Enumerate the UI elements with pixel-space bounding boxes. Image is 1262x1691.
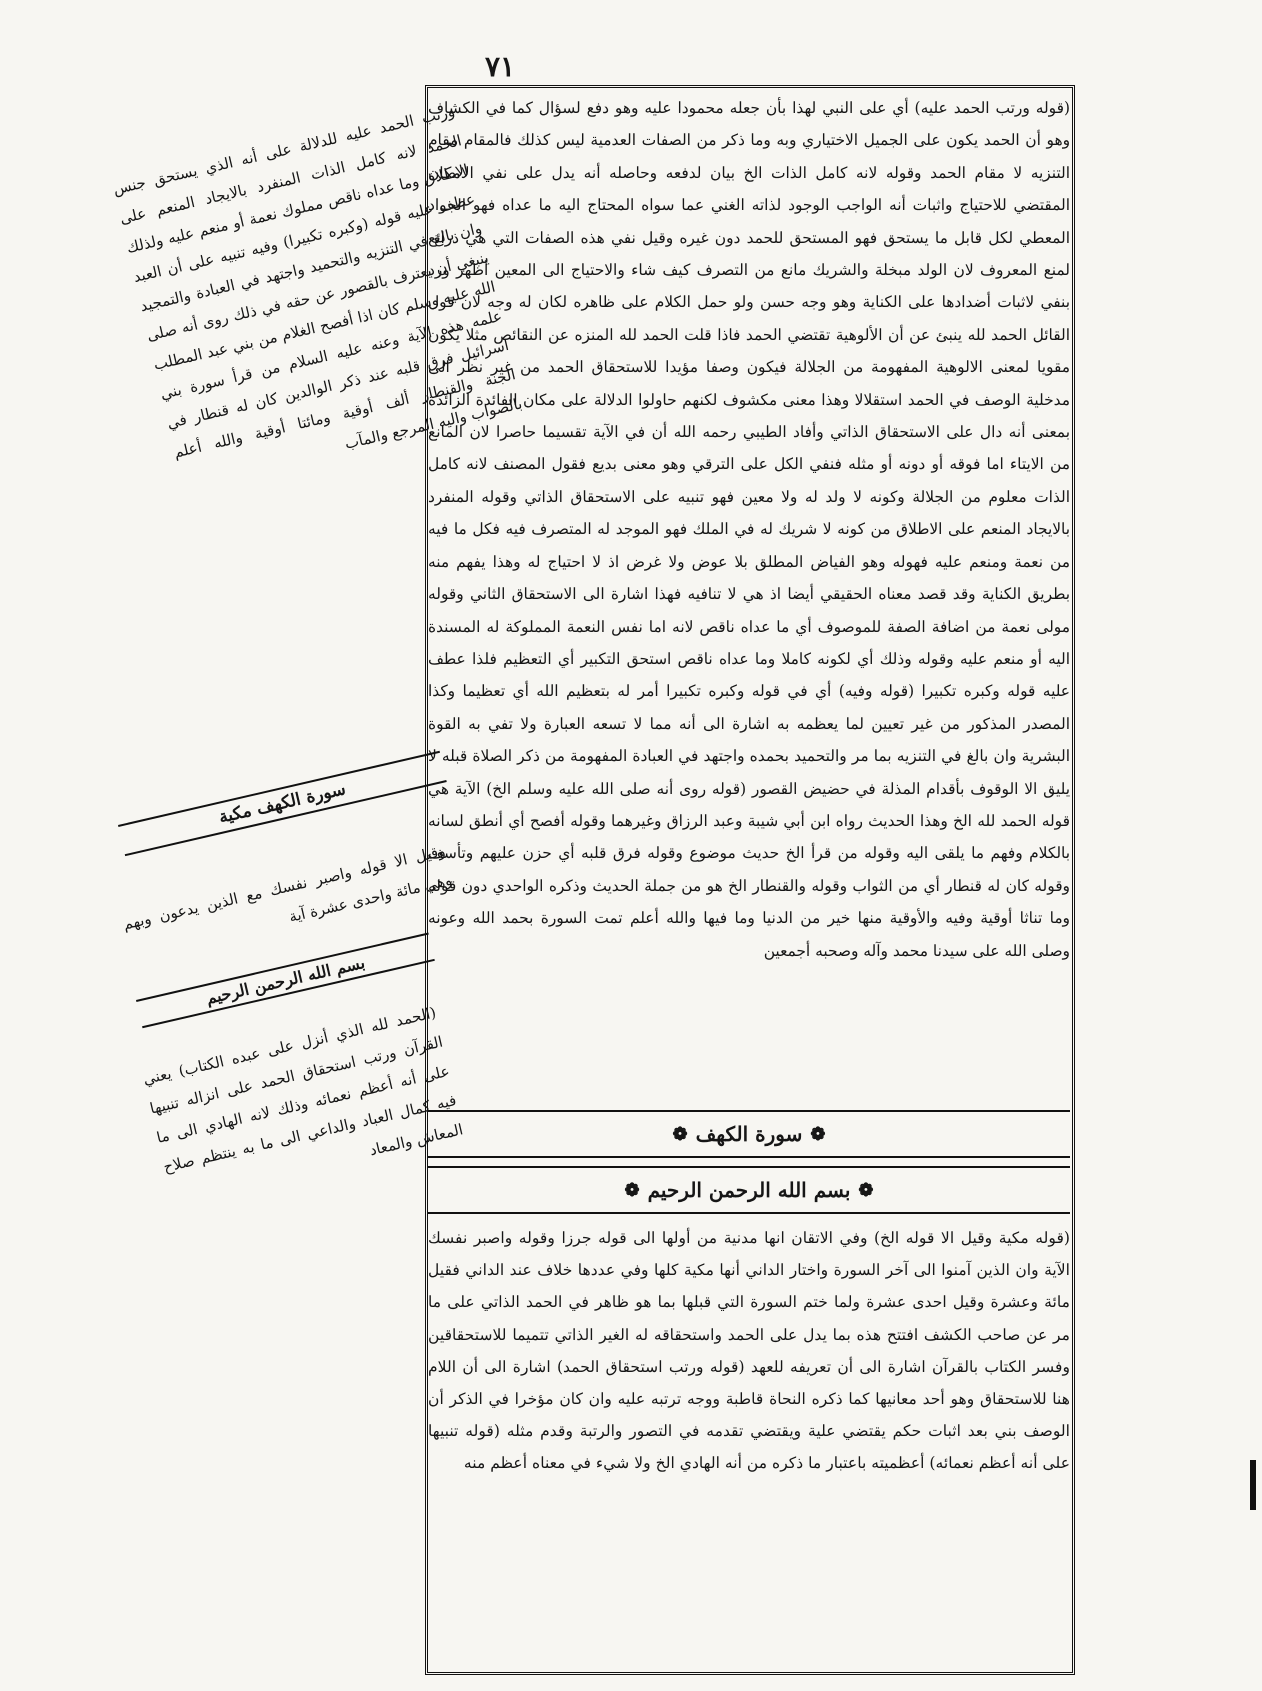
margin-basmala-title: بسم الله الرحمن الرحيم (136, 933, 435, 1029)
main-commentary-text (428, 92, 1070, 1107)
surah-title: سورة الكهف (695, 1122, 803, 1146)
surah-title-box (428, 1110, 1070, 1158)
page-number: ٧١ (484, 50, 516, 83)
ornament-icon: ❁ (672, 1123, 688, 1145)
marginal-notes (40, 102, 524, 1240)
ornament-icon: ❁ (810, 1123, 826, 1145)
main-paragraph: (قوله ورتب الحمد عليه) أي على النبي لهذا بأن جعله محمودا عليه وهو دفع لسؤال كما في الكشاف وهو أن الحمد يكون على الجميل الاختياري وبه وما ذكر من الصفات العدمية ليس كذلك فالمقام مقام التنزيه لا مقام الحمد وقوله لانه كامل الذات الخ بيان لدفعه وحاصله أنه يدل على نفي الامكان المقتضي للاحتياج واثبات أنه الواجب الوجود لذاته الغني عما سواه المحتاج اليه ما عداه فهو الجواد المعطي لكل قابل ما يستحق فهو المستحق للحمد دون غيره وقيل نفي هذه الصفات التي هي ذرائع لمنع المعروف لان الولد مبخلة والشريك مانع من التصرف كيف شاء والاحتياج الى المعين أظهر ورد بنفي لاثبات أضدادها على الكناية وهو وجه حسن ولو حمل الكلام على ظاهره لكان له وجه لان قول القائل الحمد لله ينبئ عن أن الألوهية تقتضي الحمد فاذا قلت الحمد لله المنزه عن النقائص مثلا يكون مقويا لمعنى الالوهية المفهومة من الجلالة فيكون وصفا مؤيدا للاستحقاق الحمد من غير نظر الى مدخلية الوصف في الحمد استقلالا وهذا معنى مكشوف لكنهم حاولوا الدلالة على مكان الفائدة الزائدة بمعنى أنه دال على الاستحقاق الذاتي وأفاد الطيبي رحمه الله أن في الآية تقسيما حاصرا لان المانع من الايتاء اما فوقه أو دونه أو مثله فنفي الكل على الترقي وهو معنى بديع فقول المصنف لانه كامل الذات معلوم من الجلالة وكونه لا ولد له ولا معين فهو تنبيه على الاستحقاق الذاتي وقوله المنفرد بالايجاد المنعم على الاطلاق من كونه لا شريك له في الملك فهو الموجد له المتصرف فيه فكل ما فيه من نعمة ومنعم عليه فهوله وهو الفياض المطلق بلا عوض ولا غرض اذ لا احتياج له وهذا يفهم منه بطريق الكناية وقد قصد معناه الحقيقي أيضا اذ هي لا تنافيه فهذا اشارة الى الاستحقاق الثاني وقوله مولى نعمة من اضافة الصفة للموصوف أي ما عداه ناقص لانه اما نفس النعمة المملوكة له المسندة اليه أو منعم عليه وقوله وذلك أي لكونه كاملا وما عداه ناقص استحق التكبير أي التعظيم فلذا عطف عليه قوله وكبره تكبيرا (قوله وفيه) أي في قوله وكبره تكبيرا أمر له بتعظيم الله أي تعظيما وكذا المصدر المذكور من غير تعيين لما يعظمه به اشارة الى أنه مما لا تسعه العبارة ولا تفي به القوة البشرية وان بالغ في التنزيه بما مر والتحميد بحمده واجتهد في العبادة المفهومة من ذكر الصلاة قبله لا يليق الا الوقوف بأقدام المذلة في حضيض القصور (قوله روى أنه صلى الله عليه وسلم الخ) الآية هي قوله الحمد لله الخ وهذا الحديث رواه ابن أبي شيبة وعبد الرزاق وغيرهما وقوله أفصح أي أنطق لسانه بالكلام وفهم ما يلقى اليه وقوله من قرأ الخ حديث موضوع وقوله فرق قلبه أي حزن عليهم وتأسف وقوله كان له قنطار أي من الثواب وقوله والقنطار الخ هو من جملة الحديث وذكره الواحدي دون قوله وما تناثا أوقية وفيه والأوقية منها خير من الدنيا وما فيها والله أعلم تمت السورة بحمد الله وعونه وصلى الله على سيدنا محمد وآله وصحبه أجمعين (428, 99, 1070, 960)
basmala-title: بسم الله الرحمن الرحيم (647, 1178, 851, 1202)
margin-note-bottom: (الحمد لله الذي أنزل على عبده الكتاب) يعني القرآن ورتب استحقاق الحمد على انزاله تنبيها على أنه أعظم نعمائه وذلك لانه الهادي الى ما فيه كمال العباد والداعي الى ما به ينتظم صلاح المعاش والمعاد (141, 1003, 465, 1177)
basmala-box (428, 1166, 1070, 1214)
edge-mark (1250, 1460, 1256, 1510)
margin-note-middle: وقيل الا قوله واصبر نفسك مع الذين يدعون وبهم وهي مائة واحدى عشرة آية (121, 841, 454, 934)
margin-surah-title: سورة الكهف مكية (118, 751, 447, 856)
lower-paragraph: (قوله مكية وقيل الا قوله الخ) وفي الاتقان انها مدنية من أولها الى قوله جرزا وقوله واصبر نفسك الآية وان الذين آمنوا الى آخر السورة واختار الداني أنها مكية كلها وفي عددها خلاف عند الداني فقيل مائة وعشرة وقيل احدى عشرة ولما ختم السورة التي قبلها بما هو ظاهر في الحمد الذاتي على ما مر عن صاحب الكشف افتتح هذه بما يدل على الحمد واستحقاقه له الغير الذاتي تتميما للاستحقاقين وفسر الكتاب بالقرآن اشارة الى أن تعريفه للعهد (قوله ورتب استحقاق الحمد) اشارة الى أن اللام هنا للاستحقاق وهو أحد معانيها كما ذكره النحاة قاطبة ووجه ترتبه عليه وان كان مؤخرا في الذكر أن الوصف بني بعد اثبات حكم يقتضي علية ويقتضي تقدمه في التصور والرتبة وقدم مثله (قوله تنبيها على أنه أعظم نعمائه) أعظميته باعتبار ما ذكره من أنه الهادي الخ ولا شيء في معناه أعظم منه (428, 1229, 1070, 1473)
lower-commentary-text (428, 1222, 1070, 1667)
ornament-icon: ❁ (858, 1179, 874, 1201)
ornament-icon: ❁ (624, 1179, 640, 1201)
margin-note-top: ورتب الحمد عليه للدلالة على أنه الذي يستحق جنس الحمد لانه كامل الذات المنفرد بالايجاد المنعم على الاطلاق وما عداه ناقص مملوك نعمة أو منعم عليه ولذلك عطف عليه قوله (وكبره تكبيرا) وفيه تنبيه على أن العبد وان بالغ في التنزيه والتحميد واجتهد في العبادة والتمجيد ينبغي أن يعترف بالقصور عن حقه في ذلك روى أنه صلى الله عليه وسلم كان اذا أفصح الغلام من بني عبد المطلب علمه هذه الآية وعنه عليه السلام من قرأ سورة بني اسرائيل فرق قلبه عند ذكر الوالدين كان له قنطار في الجنة والقنطار ألف أوقية ومائتا أوقية والله أعلم بالصواب واليه المرجع والمآب (111, 102, 524, 462)
